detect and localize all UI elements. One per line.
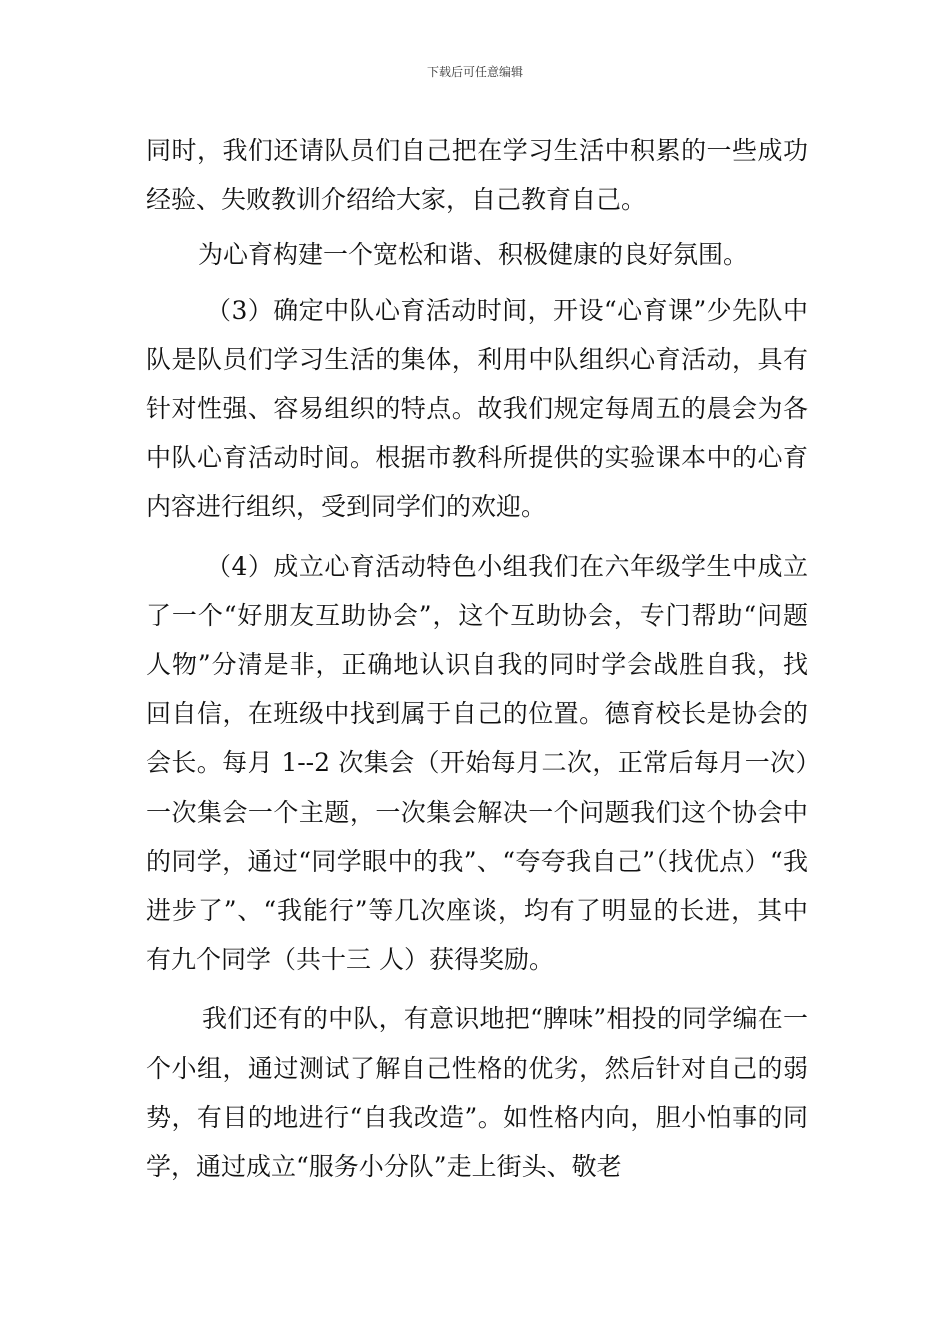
paragraph: （4）成立心育活动特色小组我们在六年级学生中成立了一个“好朋友互助协会”，这个互助协会，专门帮助“问题人物”分清是非，正确地认识自我的同时学会战胜自我，找回自信，在班级中找到属于自己的位置。德育校长是协会的会长。每月 1--2 次集会（开始每月二次，正常后每月一次）一次集会一个主题，一次集会解决一个问题我们这个协会中的同学，通过“同学眼中的我”、“夸夸我自己”（找优点）“我进步了”、“我能行”等几次座谈，均有了明显的长进，其中有九个同学（共十三 人）获得奖励。 — [146, 551, 808, 975]
paragraph: （3）确定中队心育活动时间，开设“心育课”少先队中队是队员们学习生活的集体，利用中队组织心育活动，具有针对性强、容易组织的特点。故我们规定每周五的晨会为各中队心育活动时间。根据市教科所提供的实验课本中的心育内容进行组织，受到同学们的欢迎。 — [146, 295, 808, 522]
paragraph: 同时，我们还请队员们自己把在学习生活中积累的一些成功经验、失败教训介绍给大家，自己教育自己。 — [146, 136, 808, 215]
paragraph: 为心育构建一个宽松和谐、积极健康的良好氛围。 — [198, 240, 749, 270]
page-header-note: 下载后可任意编辑 — [426, 65, 523, 79]
document-body — [146, 126, 808, 1191]
paragraph: 我们还有的中队，有意识地把“脾味”相投的同学编在一个小组，通过测试了解自己性格的优劣，然后针对自己的弱势，有目的地进行“自我改造”。如性格内向，胆小怕事的同学，通过成立“服务小分队”走上街头、敬老 — [146, 1004, 808, 1182]
